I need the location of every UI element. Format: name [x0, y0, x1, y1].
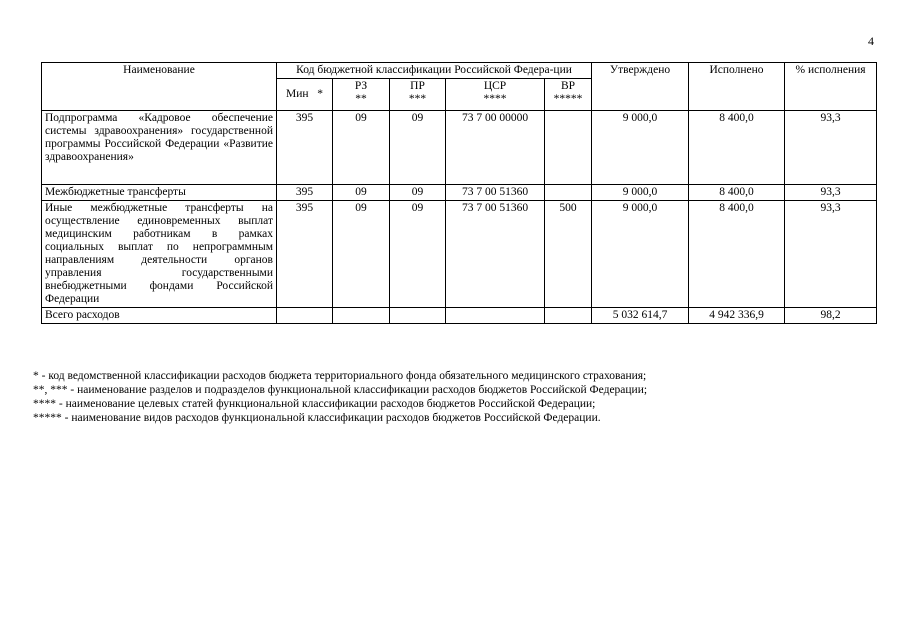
row-csr: 73 7 00 51360	[446, 201, 545, 308]
row-executed: 8 400,0	[689, 185, 785, 201]
row-min: 395	[277, 111, 333, 185]
row-name: Иные межбюджетные трансферты на осуществление единовременных выплат медицинским работникам в рамках социальных выплат по непрограммным направлениям деятельности органов управления государственными внебюджетными фондами Российской Федерации	[42, 201, 277, 308]
header-csr-mark: ****	[483, 93, 507, 105]
header-percent: % исполнения	[785, 63, 877, 111]
row-percent: 93,3	[785, 111, 877, 185]
header-min-label: Мин	[286, 88, 309, 100]
row-name: Всего расходов	[42, 308, 277, 324]
header-budget-code: Код бюджетной классификации Российской Федера-ции	[277, 63, 592, 79]
row-percent: 93,3	[785, 185, 877, 201]
row-csr: 73 7 00 00000	[446, 111, 545, 185]
row-rz: 09	[333, 185, 390, 201]
header-min-mark: *	[317, 88, 323, 100]
header-rz-label: РЗ	[354, 80, 368, 92]
row-pr: 09	[390, 201, 446, 308]
footnote: ***** - наименование видов расходов функциональной классификации расходов бюджетов Российской Федерации.	[33, 412, 601, 424]
header-rz	[333, 79, 390, 111]
row-vr: 500	[545, 201, 592, 308]
row-min: 395	[277, 185, 333, 201]
header-vr-mark: *****	[553, 93, 583, 105]
table-row	[42, 201, 877, 308]
row-min: 395	[277, 201, 333, 308]
header-vr	[545, 79, 592, 111]
row-pr	[390, 308, 446, 324]
row-executed: 8 400,0	[689, 111, 785, 185]
header-vr-label: ВР	[560, 80, 576, 92]
row-vr	[545, 308, 592, 324]
row-name: Подпрограмма «Кадровое обеспечение системы здравоохранения» государственной программы Российской Федерации «Развитие здравоохранения»	[42, 111, 277, 185]
row-rz: 09	[333, 201, 390, 308]
row-vr	[545, 185, 592, 201]
row-rz	[333, 308, 390, 324]
row-executed: 8 400,0	[689, 201, 785, 308]
header-approved: Утверждено	[592, 63, 689, 111]
budget-execution-table	[41, 62, 877, 324]
header-pr	[390, 79, 446, 111]
row-percent: 93,3	[785, 201, 877, 308]
row-approved: 9 000,0	[592, 111, 689, 185]
header-executed: Исполнено	[689, 63, 785, 111]
footnote: * - код ведомственной классификации расходов бюджета территориального фонда обязательного медицинского страхования;	[33, 370, 647, 382]
table-row	[42, 185, 877, 201]
header-rz-mark: **	[355, 93, 367, 105]
footnotes	[33, 369, 647, 425]
table-row	[42, 111, 877, 185]
row-name: Межбюджетные трансферты	[42, 185, 277, 201]
footnote: **** - наименование целевых статей функциональной классификации расходов бюджетов Российской Федерации;	[33, 398, 596, 410]
row-csr: 73 7 00 51360	[446, 185, 545, 201]
row-executed: 4 942 336,9	[689, 308, 785, 324]
row-approved: 5 032 614,7	[592, 308, 689, 324]
header-csr-label: ЦСР	[483, 80, 507, 92]
header-row-1	[42, 63, 877, 79]
row-csr	[446, 308, 545, 324]
row-pr: 09	[390, 111, 446, 185]
header-name: Наименование	[42, 63, 277, 111]
total-row	[42, 308, 877, 324]
header-min	[277, 79, 333, 111]
header-pr-label: ПР	[410, 80, 425, 92]
header-csr	[446, 79, 545, 111]
footnote: **, *** - наименование разделов и подразделов функциональной классификации расходов бюджетов Российской Федерации;	[33, 384, 648, 396]
page-number: 4	[868, 34, 874, 48]
row-percent: 98,2	[785, 308, 877, 324]
row-rz: 09	[333, 111, 390, 185]
row-approved: 9 000,0	[592, 201, 689, 308]
row-min	[277, 308, 333, 324]
row-approved: 9 000,0	[592, 185, 689, 201]
header-pr-mark: ***	[408, 93, 427, 105]
row-pr: 09	[390, 185, 446, 201]
row-vr	[545, 111, 592, 185]
